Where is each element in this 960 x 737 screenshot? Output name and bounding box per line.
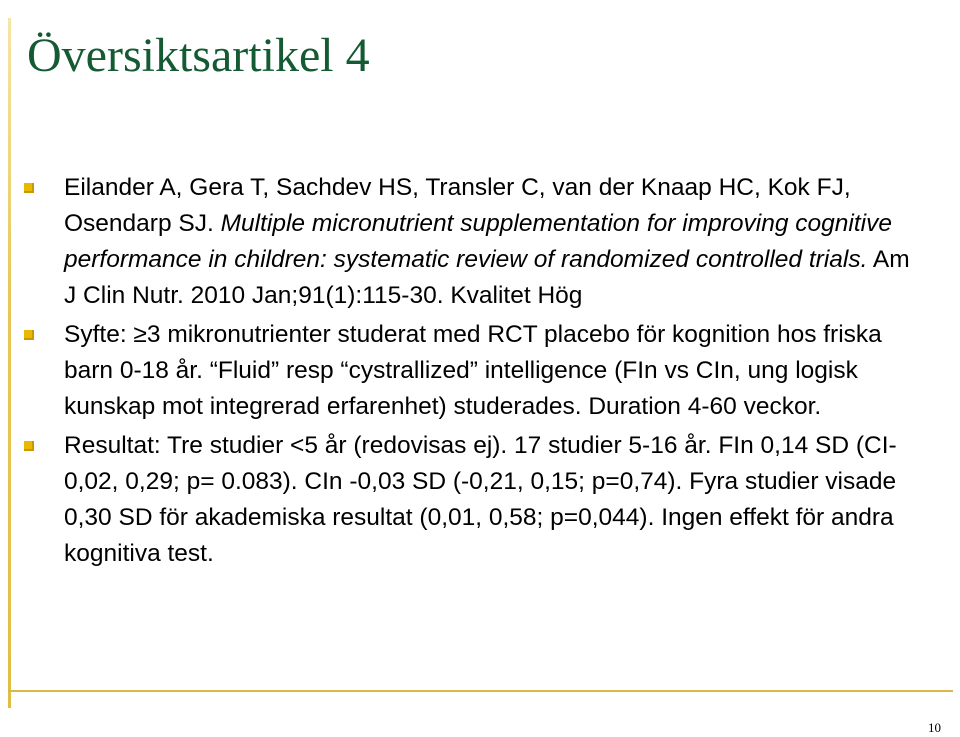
quality-rating: Kvalitet Hög bbox=[450, 282, 583, 309]
bullet-item-reference bbox=[20, 170, 925, 314]
reference-title: Multiple micronutrient supplementation for improving cognitive performance in children: systematic review of randomized controlled trials. bbox=[64, 210, 892, 273]
results-text: Resultat: Tre studier <5 år (redovisas ej). 17 studier 5-16 år. FIn 0,14 SD (CI-0,02, 0,29; p= 0.083). CIn -0,03 SD (-0,21, 0,15; p=0,74). Fyra studier visade 0,30 SD för akademiska resultat (0,01, 0,58; p=0,044). Ingen effekt för andra kognitiva test. bbox=[64, 432, 897, 567]
bullet-list bbox=[20, 170, 925, 572]
square-bullet-icon bbox=[24, 330, 34, 340]
page-number: 10 bbox=[928, 720, 941, 735]
bottom-rule bbox=[8, 690, 953, 692]
left-accent-line bbox=[8, 18, 11, 708]
bullet-item-results bbox=[20, 428, 925, 572]
purpose-text: Syfte: ≥3 mikronutrienter studerat med RCT placebo för kognition hos friska barn 0-18 år. “Fluid” resp “cystrallized” intelligence (FIn vs CIn, ung logisk kunskap mot integrerad erfarenhet) studerades. Duration 4-60 veckor. bbox=[64, 321, 882, 420]
bullet-item-purpose bbox=[20, 317, 925, 425]
square-bullet-icon bbox=[24, 441, 34, 451]
square-bullet-icon bbox=[24, 183, 34, 193]
slide-title: Översiktsartikel 4 bbox=[27, 29, 370, 82]
reference-journal: Am J Clin Nutr. 2010 Jan;91(1):115-30. bbox=[64, 246, 910, 309]
reference-authors: Eilander A, Gera T, Sachdev HS, Transler C, van der Knaap HC, Kok FJ, Osendarp SJ. bbox=[64, 174, 851, 237]
